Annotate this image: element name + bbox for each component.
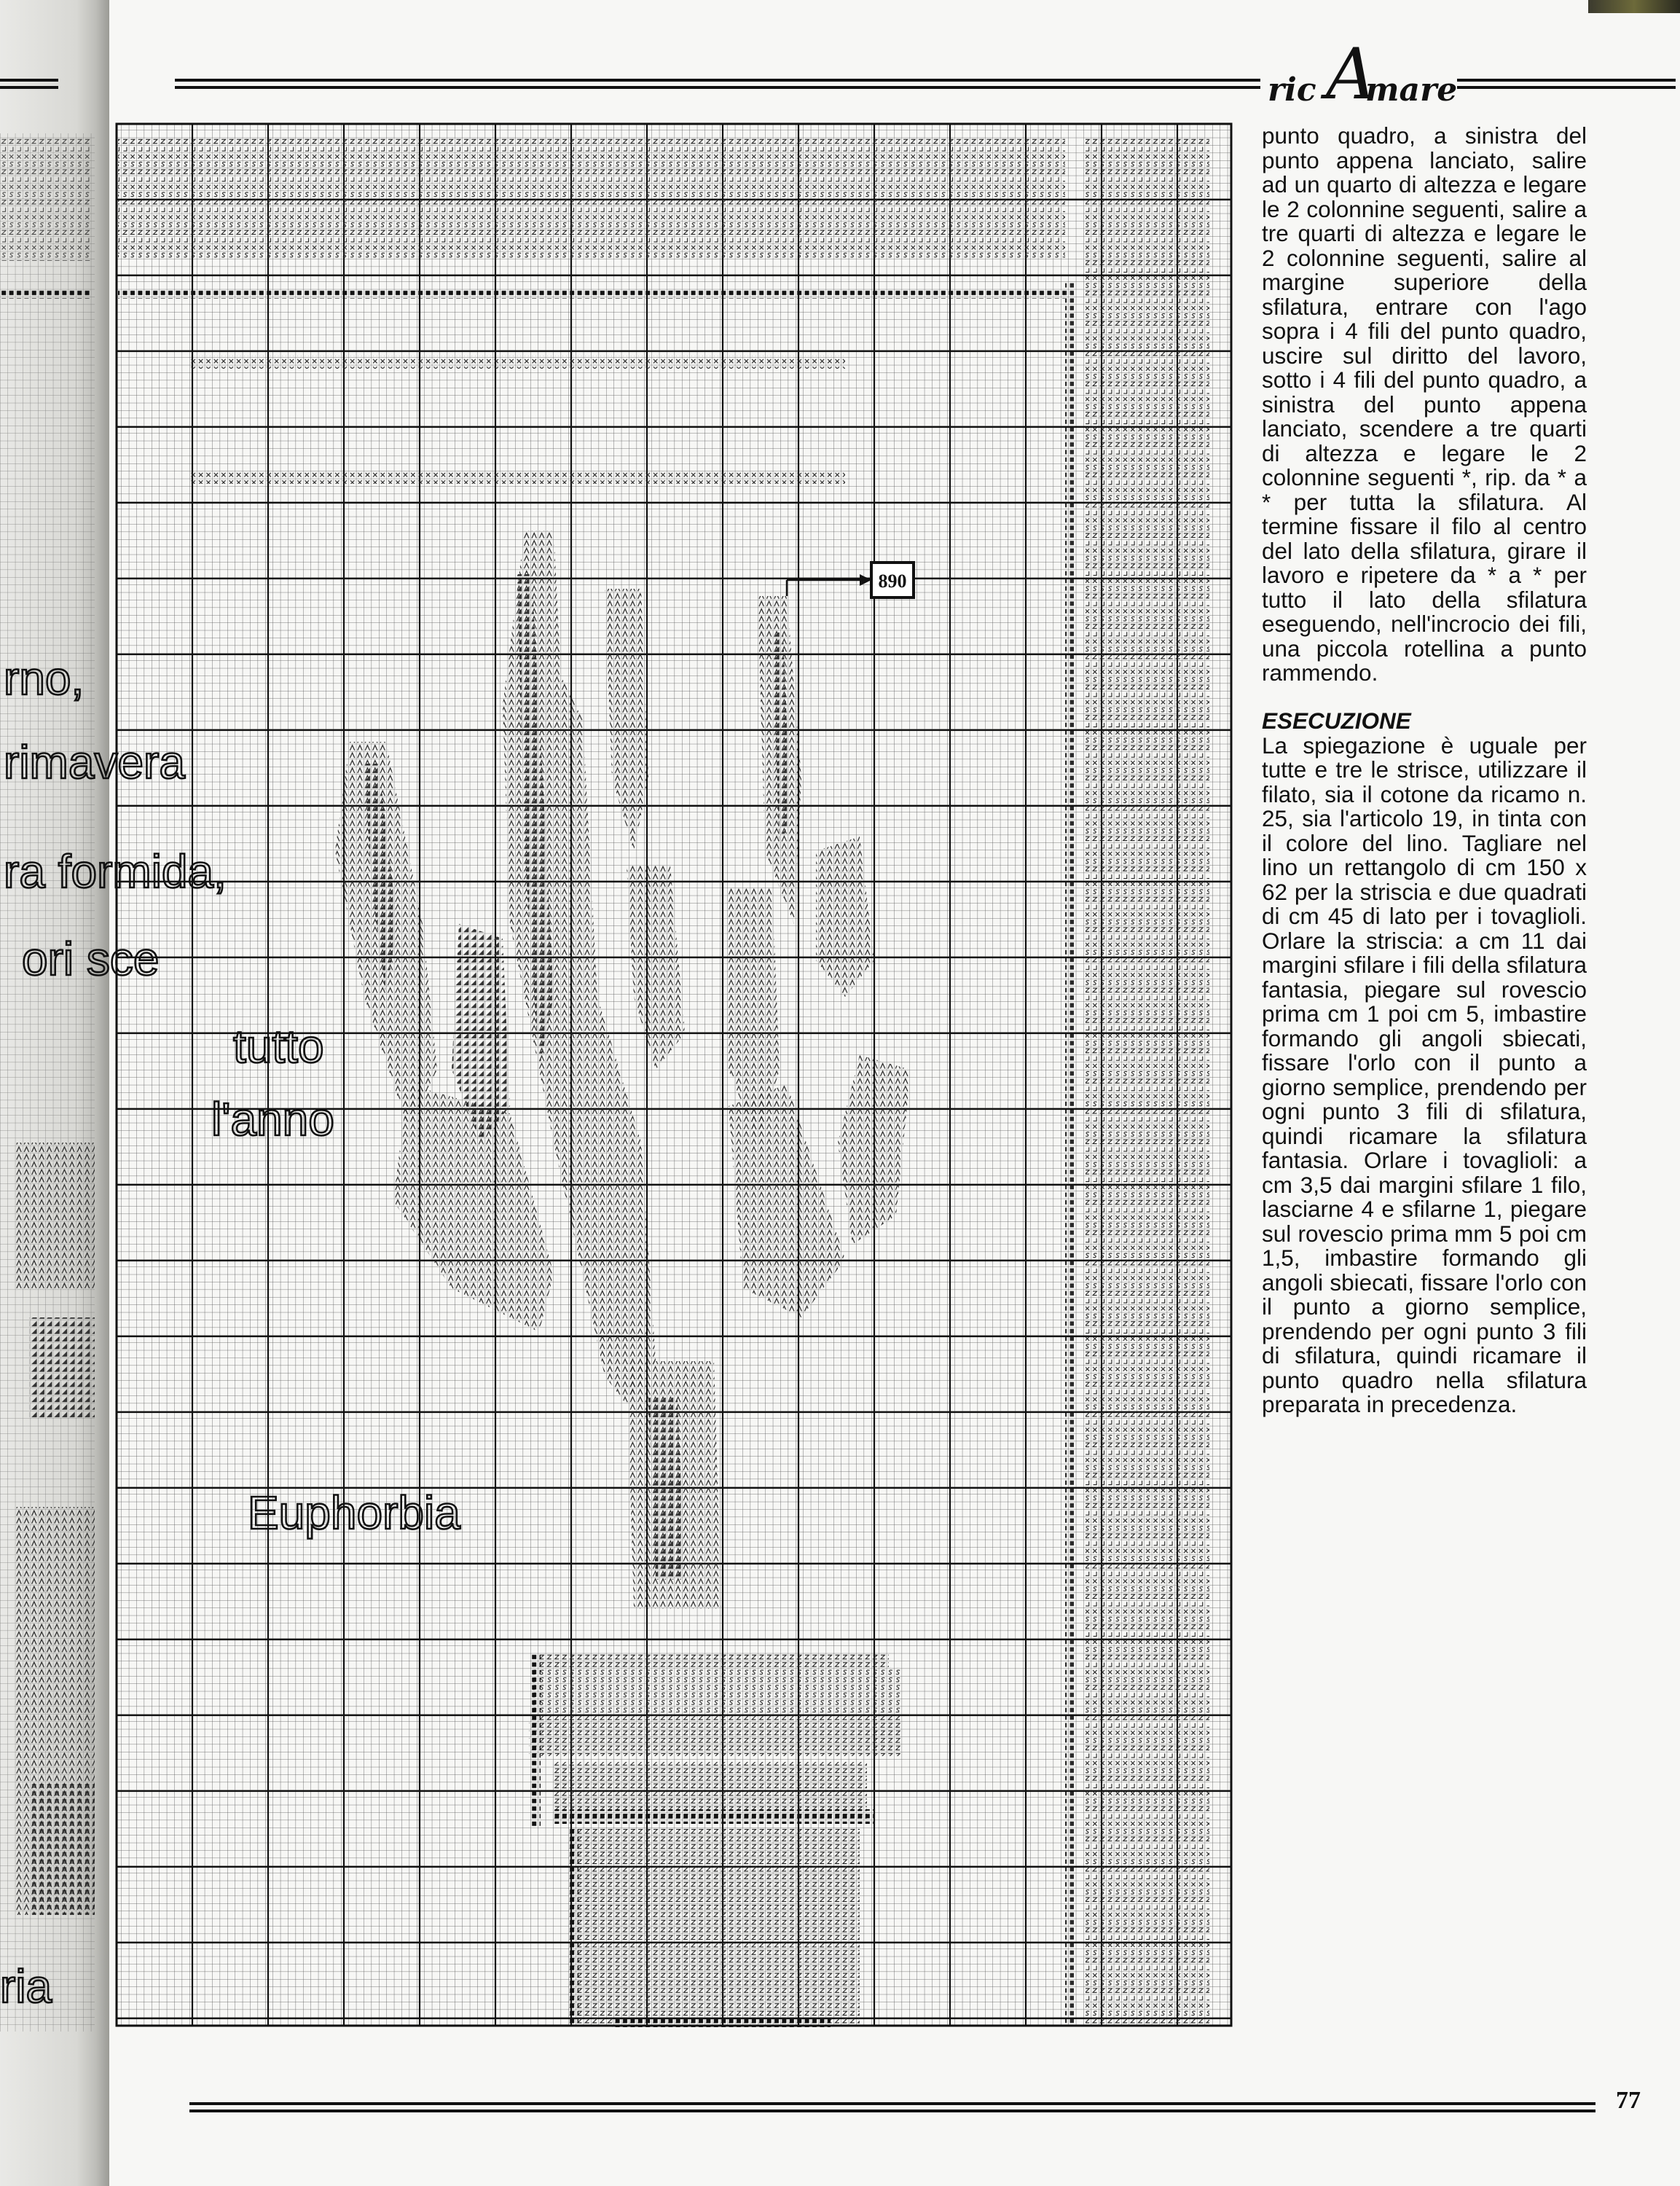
verse-line-2: rimavera (4, 736, 185, 788)
footer-rule (189, 2102, 1595, 2112)
verse-line-6: l'anno (211, 1093, 334, 1145)
header-rule (175, 79, 1260, 89)
verse-line-4: ori sce (22, 933, 160, 985)
right-border-band (1065, 137, 1209, 2024)
header-rule-right (1457, 79, 1676, 89)
top-edge-strip (1588, 0, 1680, 13)
instructions-paragraph-1: punto quadro, a sinistra del punto appena lanciato, salire ad un quarto di altezza e legare le 2 colonnine seguenti, salire a tre quarti di altezza e legare le 2 colonnine seguenti, salire al margine superiore della sfilatura, entrare con l'ago sopra i 4 fili del punto quadro, uscire sul diritto del lavoro, sotto i 4 fili del punto quadro, a sinistra del punto appena lanciato, scendere a tre quarti di altezza e legare le 2 colonnine seguenti *, rip. da * a * per tutta la sfilatura. Al termine fissare il filo al centro del lato della sfilatura, girare il lavoro e ripetere da * a * per tutto il lato della sfilatura eseguendo, nell'incrocio dei fili, una piccola rotellina a punto rammendo. (1262, 122, 1587, 686)
logo-initial: A (1326, 34, 1377, 115)
cross-stitch-chart (0, 122, 1234, 2032)
logo-suffix: mare (1365, 71, 1458, 109)
instructions-paragraph-2: La spiegazione è uguale per tutte e tre le strisce, utilizzare il filato, sia il cotone da ricamo n. 25, sia l'articolo 19, in tinta con il colore del lino. Tagliare nel lino un rettangolo di cm 150 x 62 per la striscia e due quadrati di cm 45 di lato per i tovaglioli. Orlare la striscia: a cm 11 dai margini sfilare i fili della sfilatura fantasia, piegare sul rovescio prima cm 1 poi cm 5, imbastire formando gli angoli sbiecati, fissare l'orlo con il punto a giorno semplice, prendendo per ogni punto 3 fili di sfilatura, quindi ricamare la sfilatura fantasia. Orlare i tovaglioli: a cm 3,5 dai margini sfilare 1 filo, lasciarne 4 e sfilarne 1, piegare sul rovescio prima mm 5 poi cm 1,5, imbastire formando gli angoli sbiecati, fissare l'orlo con il punto a giorno semplice, prendendo per ogni punto 3 fili di sfilatura, quindi ricamare il punto quadro nella sfilatura preparata in precedenza. (1262, 732, 1587, 1417)
plant-name-label: Euphorbia (248, 1486, 460, 1539)
logo-prefix: ric (1268, 71, 1316, 109)
verse-line-1: rno, (4, 652, 85, 705)
instructions-column (1262, 124, 1587, 1417)
left-page-chart (0, 133, 95, 2032)
plant-pot (529, 1653, 900, 2027)
bottom-lettering: ria (0, 1960, 52, 2013)
magazine-logo (1266, 34, 1458, 117)
header-rule-left (0, 79, 58, 89)
section-heading: ESECUZIONE (1262, 707, 1411, 734)
page-number: 77 (1616, 2087, 1641, 2114)
color-key-label: 890 (878, 571, 907, 592)
verse-line-5: tutto (233, 1020, 324, 1073)
verse-line-3: ra formida, (4, 845, 227, 898)
